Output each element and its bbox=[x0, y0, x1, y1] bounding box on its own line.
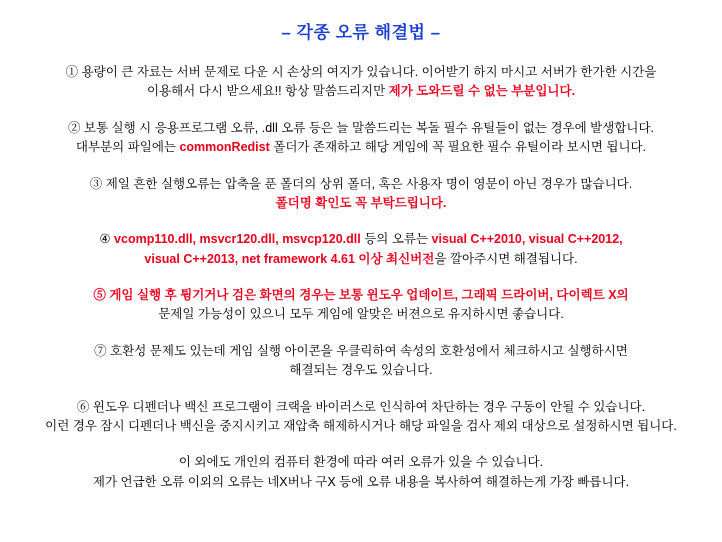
text-run: ⑤ 게임 실행 후 튕기거나 검은 화면의 경우는 보통 bbox=[93, 288, 367, 302]
text-run: visual C++2010, visual C++2012, bbox=[431, 232, 623, 247]
text-line bbox=[12, 417, 710, 436]
text-run: 제가 언급한 오류 이외의 오류는 네X버나 구X 등에 오류 내용을 복사하여 해결하는게 가장 빠릅니다. bbox=[92, 474, 630, 489]
text-line bbox=[12, 82, 710, 101]
text-run: 대부분의 파일에는 bbox=[75, 140, 180, 155]
text-run: 폴더가 존재하고 해당 게임에 꼭 필요한 필수 유틸이라 보시면 됩니다. bbox=[269, 140, 647, 155]
text-run: 등의 오류는 bbox=[360, 232, 432, 247]
text-line bbox=[12, 119, 710, 138]
paragraph-item-2 bbox=[12, 119, 710, 158]
paragraph-item-3 bbox=[12, 175, 710, 214]
text-run: 이 외에도 개인의 컴퓨터 환경에 따라 여러 오류가 있을 수 있습니다. bbox=[178, 455, 544, 470]
paragraph-item-7 bbox=[12, 342, 710, 381]
paragraph-item-closing bbox=[12, 453, 710, 492]
text-run: 폴더명 확인도 꼭 부탁드립니다. bbox=[275, 195, 447, 210]
paragraph-item-4 bbox=[12, 230, 710, 269]
text-run: ⑦ 호환성 문제도 있는데 게임 실행 아이콘을 우클릭하여 속성의 호환성에서 체크하시고 실행하시면 bbox=[94, 343, 628, 358]
text-run: ④ bbox=[99, 232, 115, 247]
text-line bbox=[12, 305, 710, 324]
text-run: 해결되는 경우도 있습니다. bbox=[289, 363, 433, 378]
text-run: ③ 제일 흔한 실행오류는 압축을 푼 폴더의 상위 폴더, 혹은 사용자 명이 영문이 아닌 경우가 많습니다. bbox=[89, 176, 633, 191]
text-run: vcomp110.dll, msvcr120.dll, msvcp120.dll bbox=[114, 232, 361, 247]
paragraph-item-1 bbox=[12, 63, 710, 102]
text-run: ② 보통 실행 시 응용프로그램 오류, .dll 오류 등은 늘 말씀드리는 복돌 필수 유틸들이 없는 경우에 발생합니다. bbox=[67, 120, 655, 135]
text-line bbox=[12, 286, 710, 305]
text-line bbox=[12, 194, 710, 213]
document-body bbox=[12, 63, 710, 492]
text-line bbox=[12, 453, 710, 472]
text-run: 문제일 가능성이 있으니 모두 게임에 알맞은 버젼으로 유지하시면 좋습니다. bbox=[158, 307, 564, 322]
text-line bbox=[12, 342, 710, 361]
text-run: ① 용량이 큰 자료는 서버 문제로 다운 시 손상의 여지가 있습니다. 이어받기 하지 마시고 서버가 한가한 시간을 bbox=[65, 65, 657, 79]
text-run: 제가 도와드릴 수 없는 부분입니다. bbox=[388, 84, 576, 99]
text-line bbox=[12, 398, 710, 417]
paragraph-item-6 bbox=[12, 398, 710, 437]
text-run: 윈도우 업데이트, 그래픽 드라이버, 다이렉트 X bbox=[366, 288, 617, 302]
text-run: 이용해서 다시 받으세요!! 항상 말씀드리지만 bbox=[146, 84, 389, 99]
text-line bbox=[12, 63, 710, 82]
text-run: 의 bbox=[616, 288, 629, 302]
text-line bbox=[12, 361, 710, 380]
text-run: 을 깔아주시면 해결됩니다. bbox=[434, 251, 578, 266]
text-line bbox=[12, 138, 710, 157]
text-line bbox=[12, 230, 710, 249]
text-run: ⑥ 윈도우 디펜더나 백신 프로그램이 크랙을 바이러스로 인식하여 차단하는 경우 구동이 안될 수 있습니다. bbox=[76, 399, 646, 414]
paragraph-item-5 bbox=[12, 286, 710, 325]
page-title: – 각종 오류 해결법 – bbox=[281, 23, 441, 42]
text-run: commonRedist bbox=[179, 140, 270, 155]
text-line bbox=[12, 473, 710, 492]
text-line bbox=[12, 175, 710, 194]
text-run: visual C++2013, net framework 4.61 이상 최신버전 bbox=[144, 251, 435, 266]
text-run: 이런 경우 잠시 디펜더나 백신을 중지시키고 재압축 해제하시거나 해당 파일을 검사 제외 대상으로 설정하시면 됩니다. bbox=[45, 418, 677, 433]
text-line bbox=[12, 250, 710, 269]
